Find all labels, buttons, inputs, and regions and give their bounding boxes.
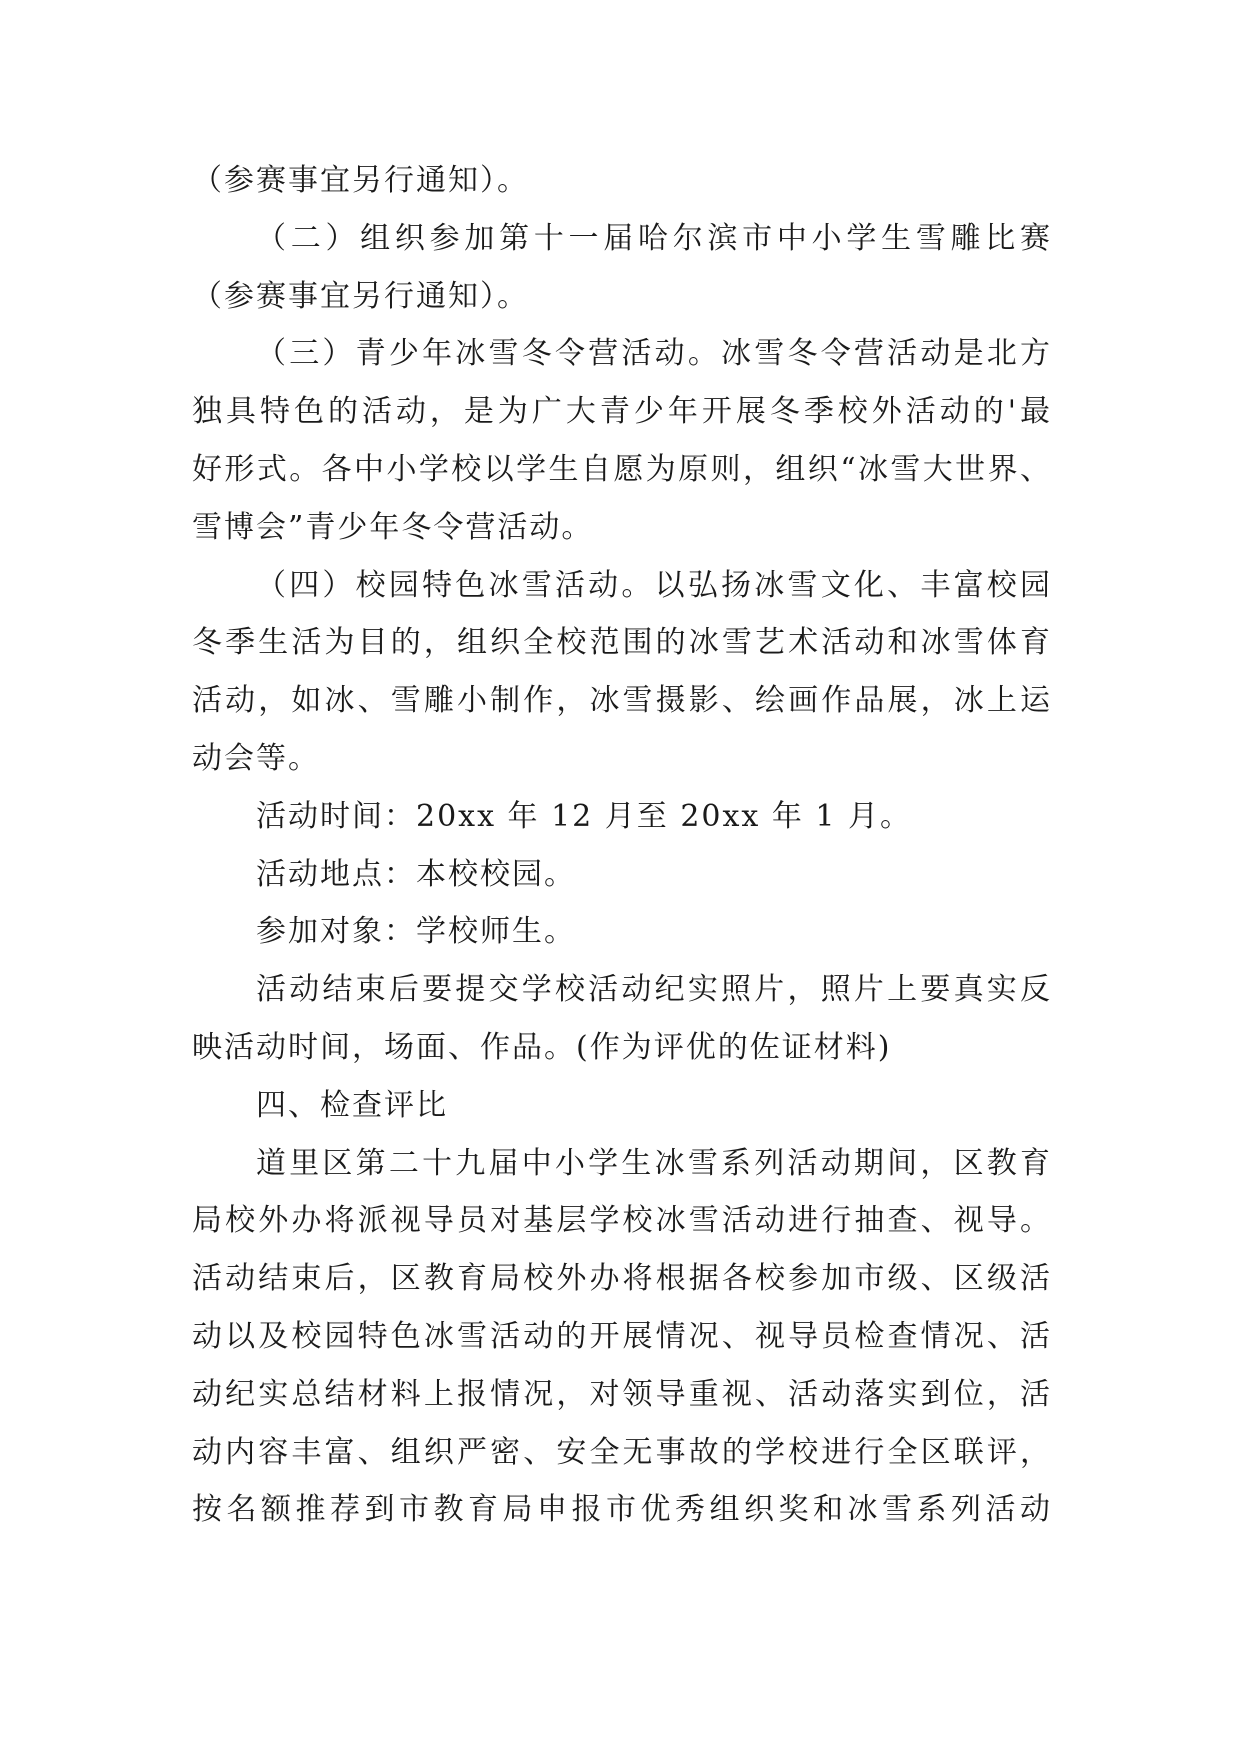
- text-line-16: 映活动时间，场面、作品。(作为评优的佐证材料): [192, 1029, 892, 1065]
- text-line-1: （参赛事宜另行通知）。: [192, 163, 529, 198]
- text-line-10: 活动，如冰、雪雕小制作，冰雪摄影、绘画作品展，冰上运: [192, 683, 1052, 719]
- text-line-6: 好形式。各中小学校以学生自愿为原则，组织“冰雪大世界、: [192, 451, 1052, 487]
- text-line-23: 动内容丰富、组织严密、安全无事故的学校进行全区联评，: [192, 1434, 1052, 1470]
- text-line-13: 活动地点：本校校园。: [256, 856, 576, 892]
- section-heading: 四、检查评比: [256, 1087, 448, 1123]
- text-line-15: 活动结束后要提交学校活动纪实照片，照片上要真实反: [256, 972, 1052, 1008]
- text-line-24: 按名额推荐到市教育局申报市优秀组织奖和冰雪系列活动: [192, 1492, 1052, 1528]
- text-line-22: 动纪实总结材料上报情况，对领导重视、活动落实到位，活: [192, 1376, 1052, 1412]
- text-line-9: 冬季生活为目的，组织全校范围的冰雪艺术活动和冰雪体育: [192, 625, 1052, 661]
- document-body: [192, 152, 1052, 1539]
- text-line-8: （四）校园特色冰雪活动。以弘扬冰雪文化、丰富校园: [256, 567, 1052, 603]
- text-line-18: 道里区第二十九届中小学生冰雪系列活动期间，区教育: [256, 1145, 1052, 1181]
- text-line-14: 参加对象：学校师生。: [256, 914, 576, 950]
- text-line-4: （三）青少年冰雪冬令营活动。冰雪冬令营活动是北方: [256, 336, 1052, 372]
- text-line-3: （参赛事宜另行通知）。: [192, 278, 529, 314]
- text-line-2: （二）组织参加第十一届哈尔滨市中小学生雪雕比赛: [256, 220, 1052, 256]
- text-line-20: 活动结束后，区教育局校外办将根据各校参加市级、区级活: [192, 1261, 1052, 1297]
- text-line-21: 动以及校园特色冰雪活动的开展情况、视导员检查情况、活: [192, 1318, 1052, 1354]
- text-line-12: 活动时间：20xx 年 12 月至 20xx 年 1 月。: [256, 798, 913, 834]
- text-line-19: 局校外办将派视导员对基层学校冰雪活动进行抽查、视导。: [192, 1203, 1052, 1239]
- text-line-7: 雪博会”青少年冬令营活动。: [192, 509, 594, 545]
- text-line-5: 独具特色的活动，是为广大青少年开展冬季校外活动的'最: [192, 394, 1052, 430]
- text-line-11: 动会等。: [192, 740, 320, 776]
